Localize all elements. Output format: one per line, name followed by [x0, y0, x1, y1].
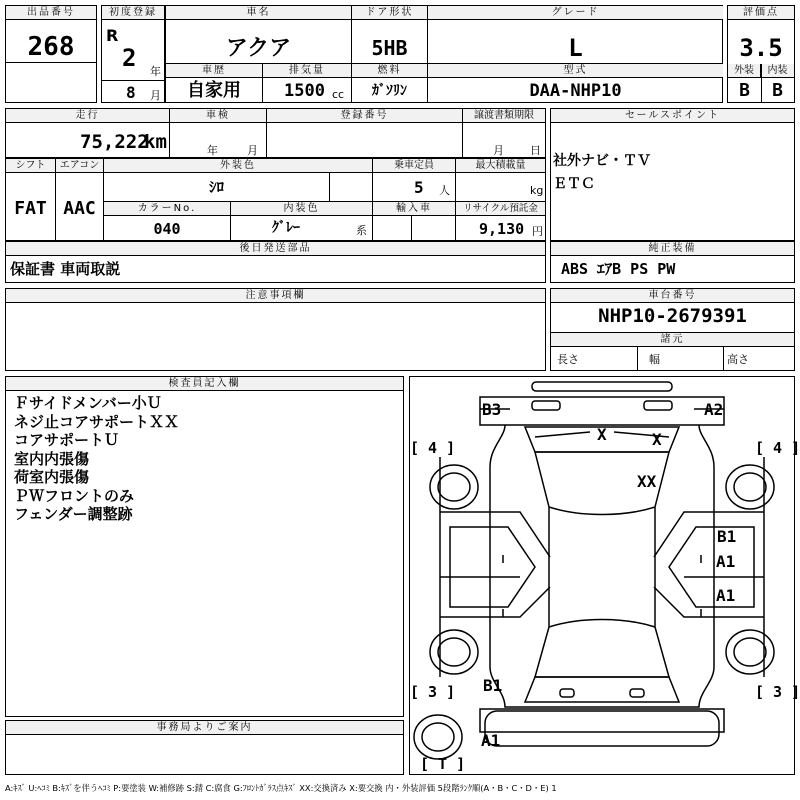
lot-number-header: 出品番号 — [6, 6, 96, 20]
door-type: 5HB — [371, 36, 408, 60]
model: DAA-NHP10 — [529, 81, 622, 101]
equipment: ABS ｴｱB PS PW — [561, 260, 676, 278]
tire-spare: [ T ] — [420, 755, 466, 773]
interior-color-suffix: 系 — [356, 224, 367, 237]
lot-number-box — [5, 5, 97, 103]
length-label: 長さ — [557, 353, 579, 366]
interior-header: 内装 — [761, 64, 794, 78]
equipment-box — [550, 241, 795, 283]
mark-b3: B3 — [482, 400, 502, 419]
chassis-header: 車台番号 — [551, 289, 794, 303]
mark-a2: A2 — [704, 400, 724, 419]
mark-a1-bottom: A1 — [481, 731, 501, 750]
caution-box — [5, 288, 546, 371]
displacement-unit: cc — [332, 88, 345, 101]
later-parts-box — [5, 241, 546, 283]
transfer-month-unit: 月 — [493, 144, 504, 157]
inspector-header: 検査員記入欄 — [6, 377, 403, 391]
inspector-note: 室内内張傷 — [14, 449, 90, 468]
displacement: 1500 — [284, 81, 325, 101]
later-parts-header: 後日発送部品 — [6, 242, 545, 256]
interior-grade: B — [772, 80, 783, 101]
inspection-year-unit: 年 — [207, 144, 218, 157]
interior-color-header: 内装色 — [231, 202, 372, 216]
mark-x: X — [597, 425, 607, 444]
mark-b1: B1 — [717, 527, 737, 546]
registration-number-header: 登録番号 — [267, 109, 462, 123]
exterior-color-header: 外装色 — [104, 159, 372, 173]
score-header: 評価点 — [728, 6, 794, 20]
exterior-header: 外装 — [728, 64, 761, 78]
interior-color: ｸﾞﾚｰ — [272, 220, 300, 236]
inspection-header: 車検 — [170, 109, 266, 123]
mark-a1: A1 — [716, 552, 736, 571]
mileage-header: 走行 — [6, 109, 169, 123]
capacity-unit: 人 — [439, 184, 450, 197]
recycle-unit: 円 — [532, 225, 543, 238]
grade-header: グレード — [428, 6, 723, 20]
tire-front-left: [ 4 ] — [410, 439, 456, 457]
equipment-header: 純正装備 — [551, 242, 794, 256]
sales-point: 社外ナビ・ＴＶ — [553, 153, 651, 169]
tire-front-right: [ 4 ] — [755, 439, 800, 457]
sales-points-box — [550, 108, 795, 241]
inspection-month-unit: 月 — [247, 144, 258, 157]
inspector-note: フェンダー調整跡 — [14, 505, 133, 523]
model-header: 型式 — [428, 64, 723, 78]
sales-points-header: セールスポイント — [551, 109, 794, 123]
later-parts: 保証書 車両取説 — [10, 260, 121, 278]
transfer-day-unit: 日 — [530, 144, 541, 157]
inspector-note: ＰＷフロントのみ — [14, 486, 135, 505]
sales-point: ＥＴＣ — [553, 176, 595, 192]
mark-a1: A1 — [716, 586, 736, 605]
exterior-color: ｼﾛ — [208, 178, 224, 196]
inspector-note: ネジ止コアサポートＸＸ — [14, 412, 180, 431]
ac-header: エアコン — [56, 159, 103, 173]
color-number-header: カラーNo. — [104, 202, 230, 216]
transfer-deadline-header: 譲渡書類期限 — [463, 109, 545, 123]
mileage-box — [5, 108, 546, 158]
width-label: 幅 — [649, 353, 660, 366]
mileage-unit: km — [144, 131, 167, 153]
grade: L — [568, 34, 583, 62]
shift-header: シフト — [6, 159, 55, 173]
year-unit: 年 — [150, 65, 161, 78]
vehicle-details-box — [5, 158, 546, 241]
capacity-header: 乗車定員 — [373, 159, 455, 173]
mark-b1-rear: B1 — [483, 676, 503, 695]
displacement-header: 排気量 — [263, 64, 351, 78]
score: 3.5 — [739, 34, 783, 62]
shift: FAT — [14, 198, 47, 219]
recycle-fee: 9,130 — [479, 220, 525, 238]
chassis-box — [550, 288, 795, 371]
recycle-header: リサイクル預託金 — [456, 202, 545, 216]
reg-month: 8 — [126, 83, 136, 102]
month-unit: 月 — [150, 89, 161, 102]
office-header: 事務局よりご案内 — [6, 721, 403, 735]
first-registration-box — [101, 5, 165, 103]
car-name: アクア — [225, 36, 292, 61]
inspector-note: Ｆサイドメンバー小Ｕ — [14, 394, 162, 412]
inspector-note: 荷室内張傷 — [14, 468, 90, 486]
tire-rear-right: [ 3 ] — [755, 683, 800, 701]
mileage: 75,222 — [80, 131, 149, 153]
height-label: 高さ — [727, 353, 749, 366]
mark-x: X — [652, 430, 662, 449]
fuel: ｶﾞｿﾘﾝ — [372, 83, 407, 99]
car-diagram-box — [409, 376, 800, 775]
lot-number: 268 — [27, 32, 75, 62]
caution-header: 注意事項欄 — [6, 289, 545, 303]
chassis-number: NHP10-2679391 — [598, 305, 747, 327]
max-load-header: 最大積載量 — [456, 159, 545, 173]
fuel-header: 燃料 — [352, 64, 427, 78]
reg-year: 2 — [122, 44, 137, 72]
door-header: ドア形状 — [352, 6, 427, 20]
inspector-note: コアサポートＵ — [14, 431, 120, 449]
first-registration-header: 初度登録 — [102, 6, 164, 20]
car-name-header: 車名 — [166, 6, 351, 20]
inspector-box — [5, 376, 404, 717]
capacity: 5 — [414, 178, 424, 197]
color-number: 040 — [153, 220, 181, 238]
history-header: 車歴 — [166, 64, 262, 78]
spec-strip — [165, 63, 723, 103]
mark-xx: XX — [637, 472, 657, 491]
score-box — [727, 5, 795, 103]
office-box — [5, 720, 404, 775]
max-load-unit: kg — [530, 184, 544, 197]
import-header: 輸入車 — [373, 202, 455, 216]
spec-header: 諸元 — [551, 333, 794, 347]
exterior-grade: B — [739, 80, 750, 101]
tire-rear-left: [ 3 ] — [410, 683, 456, 701]
legend: A:ｷｽﾞ U:ﾍｺﾐ B:ｷｽﾞを伴うﾍｺﾐ P:要塗装 W:補修跡 S:錆 C:腐食 G:ﾌﾛﾝﾄｶﾞﾗｽ点ｷｽﾞ XX:交換済み X:要交換 内・外装評価 5段階ﾗﾝｸ順(A・B・C・D・E) 1 — [5, 783, 557, 793]
era: R — [106, 26, 119, 45]
history: 自家用 — [187, 80, 241, 101]
air-conditioner: AAC — [63, 198, 96, 219]
